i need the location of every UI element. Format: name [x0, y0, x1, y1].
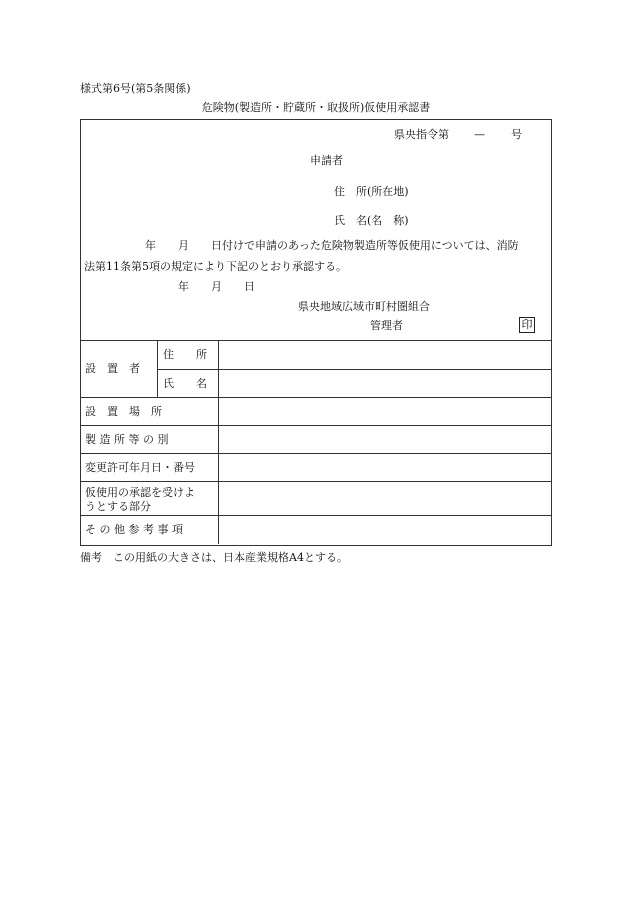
organization-name: 県央地域広域市町村圏組合 — [298, 300, 430, 313]
facility-category-label: 製 造 所 等 の 別 — [85, 433, 169, 446]
document-number-suffix: 号 — [511, 128, 522, 141]
approval-text-line1: 年 月 日付けで申請のあった危険物製造所等仮使用については、消防 — [145, 239, 519, 252]
temporary-use-part-label-line1: 仮使用の承認を受けよ — [85, 486, 195, 499]
document-title: 危険物(製造所・貯蔵所・取扱所)仮使用承認書 — [201, 101, 431, 114]
table-top-border — [80, 340, 552, 341]
applicant-address-label: 住 所(所在地) — [334, 185, 409, 198]
table-row-divider — [80, 397, 552, 398]
installer-label: 設 置 者 — [85, 362, 140, 375]
table-row-divider — [80, 453, 552, 454]
applicant-name-label: 氏 名(名 称) — [334, 214, 409, 227]
other-reference-label: そ の 他 参 考 事 項 — [85, 523, 183, 536]
table-label-vertical — [218, 340, 219, 544]
document-number-prefix: 県央指令第 — [394, 128, 449, 141]
approval-text-line2: 法第11条第5項の規定により下記のとおり承認する。 — [84, 260, 347, 273]
administrator-label: 管理者 — [370, 319, 403, 332]
remarks-note: 備考 この用紙の大きさは、日本産業規格A4とする。 — [80, 551, 348, 564]
table-row-divider — [80, 425, 552, 426]
seal-mark: 印 — [519, 317, 535, 333]
installer-address-label: 住 所 — [163, 348, 207, 361]
table-installer-divider — [157, 369, 552, 370]
table-row-divider — [80, 515, 552, 516]
table-installer-vertical — [157, 340, 158, 397]
permit-date-number-label: 変更許可年月日・番号 — [85, 461, 195, 474]
approval-date: 年 月 日 — [178, 280, 255, 293]
document-number-dash: — — [474, 128, 485, 141]
form-number-label: 様式第6号(第5条関係) — [80, 82, 191, 95]
table-row-divider — [80, 481, 552, 482]
installation-location-label: 設 置 場 所 — [85, 405, 162, 418]
applicant-label: 申請者 — [310, 154, 343, 167]
temporary-use-part-label-line2: うとする部分 — [85, 500, 151, 513]
installer-name-label: 氏 名 — [163, 377, 207, 390]
